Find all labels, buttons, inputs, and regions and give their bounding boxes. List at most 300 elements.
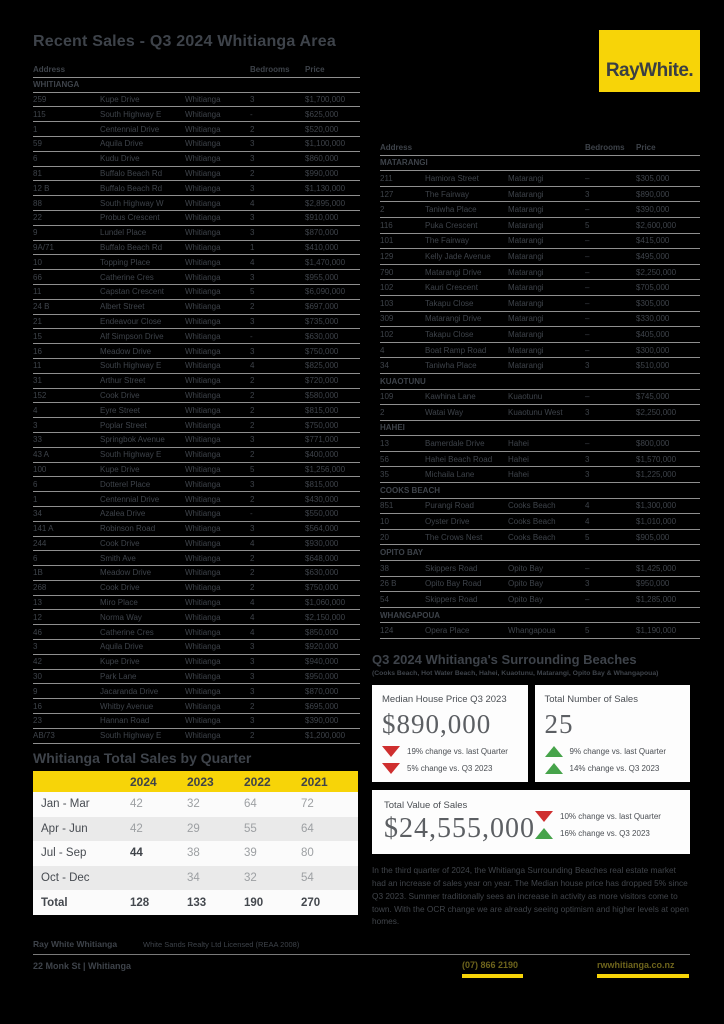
- street-name-cell: Cook Drive: [100, 390, 140, 400]
- street-name-cell: The Fairway: [425, 236, 470, 246]
- street-number-cell: 46: [33, 627, 42, 637]
- quarter-value-cell: 72: [301, 798, 314, 811]
- street-number-cell: 13: [33, 598, 42, 608]
- phone-underline-bar: [462, 974, 523, 978]
- suburb-cell: Matarangi: [508, 189, 544, 199]
- change-text: 16% change vs. Q3 2023: [560, 829, 650, 838]
- change-text: 5% change vs. Q3 2023: [407, 764, 493, 773]
- suburb-cell: Whitianga: [185, 346, 221, 356]
- table-row: [33, 196, 360, 211]
- price-cell: $400,000: [305, 450, 339, 460]
- suburb-cell: Whitianga: [185, 390, 221, 400]
- bedrooms-cell: 4: [250, 361, 255, 371]
- quarter-value-cell: 64: [301, 822, 314, 835]
- street-name-cell: Skippers Road: [425, 563, 478, 573]
- street-number-cell: 2: [380, 407, 385, 417]
- street-name-cell: South Highway E: [100, 361, 162, 371]
- table-row: [380, 561, 700, 577]
- suburb-cell: Whitianga: [185, 139, 221, 149]
- price-cell: $1,256,000: [305, 464, 346, 474]
- page-title: Recent Sales - Q3 2024 Whitianga Area: [33, 33, 336, 50]
- street-name-cell: Azalea Drive: [100, 509, 146, 519]
- street-name-cell: Meadow Drive: [100, 568, 152, 578]
- stat-cards-row: [372, 685, 690, 782]
- price-cell: $920,000: [305, 642, 339, 652]
- price-cell: $2,150,000: [305, 612, 346, 622]
- price-cell: $697,000: [305, 302, 339, 312]
- price-cell: $705,000: [636, 283, 670, 293]
- street-number-cell: 129: [380, 251, 394, 261]
- table-row: [33, 211, 360, 226]
- street-number-cell: 11: [33, 287, 42, 297]
- street-name-cell: Boat Ramp Road: [425, 345, 487, 355]
- section-header-row: [380, 421, 700, 437]
- table-row: [33, 625, 360, 640]
- price-cell: $695,000: [305, 701, 339, 711]
- price-cell: $305,000: [636, 173, 670, 183]
- street-number-cell: 34: [33, 509, 42, 519]
- street-number-cell: 3: [33, 642, 38, 652]
- bedrooms-cell: 4: [250, 612, 255, 622]
- price-cell: $1,130,000: [305, 183, 346, 193]
- suburb-cell: Whangapoua: [508, 626, 556, 636]
- price-cell: $2,250,000: [636, 407, 677, 417]
- table-row: [33, 315, 360, 330]
- price-cell: $580,000: [305, 390, 339, 400]
- total-sales-count-card: [535, 685, 691, 782]
- quarter-label-cell: Jul - Sep: [41, 847, 87, 860]
- quarter-value-cell: 80: [301, 847, 314, 860]
- section-label: WHITIANGA: [33, 80, 80, 90]
- price-cell: $390,000: [636, 205, 670, 215]
- price-cell: $405,000: [636, 329, 670, 339]
- bedrooms-cell: 2: [250, 420, 255, 430]
- table-row: [33, 122, 360, 137]
- stat-card-title: Total Value of Sales: [384, 799, 468, 811]
- suburb-cell: Cooks Beach: [508, 517, 556, 527]
- suburb-cell: Hahei: [508, 454, 529, 464]
- street-number-cell: 268: [33, 583, 47, 593]
- price-cell: $1,300,000: [636, 501, 677, 511]
- footer-brand: Ray White Whitianga: [33, 939, 118, 949]
- table-row: [33, 463, 360, 478]
- price-cell: $630,000: [305, 568, 339, 578]
- change-row: [382, 763, 518, 774]
- bedrooms-cell: 3: [250, 228, 255, 238]
- street-name-cell: Centennial Drive: [100, 124, 160, 134]
- street-number-cell: 109: [380, 392, 394, 402]
- street-name-cell: Park Lane: [100, 672, 137, 682]
- suburb-cell: Whitianga: [185, 686, 221, 696]
- suburb-cell: Whitianga: [185, 420, 221, 430]
- price-cell: $1,100,000: [305, 139, 346, 149]
- price-cell: $800,000: [636, 439, 670, 449]
- street-name-cell: South Highway E: [100, 731, 162, 741]
- table-row: [33, 714, 360, 729]
- bedrooms-cell: 5: [250, 287, 255, 297]
- bedrooms-cell: 3: [250, 479, 255, 489]
- bedrooms-cell: 4: [585, 517, 590, 527]
- bedrooms-cell: 4: [250, 538, 255, 548]
- table-row: [380, 187, 700, 203]
- street-name-cell: Opito Bay Road: [425, 579, 482, 589]
- change-row: [382, 746, 518, 757]
- street-name-cell: Purangi Road: [425, 501, 474, 511]
- street-name-cell: Matarangi Drive: [425, 314, 482, 324]
- street-number-cell: 116: [380, 220, 393, 230]
- section-label: COOKS BEACH: [380, 485, 441, 495]
- price-cell: $1,200,000: [305, 731, 346, 741]
- table-row: [33, 403, 360, 418]
- suburb-cell: Whitianga: [185, 405, 221, 415]
- price-cell: $2,250,000: [636, 267, 677, 277]
- suburb-cell: Whitianga: [185, 287, 221, 297]
- quarterly-sales-table: [33, 771, 358, 915]
- suburb-cell: Whitianga: [185, 109, 221, 119]
- street-name-cell: Meadow Drive: [100, 346, 152, 356]
- address-column-header: Address: [33, 65, 66, 75]
- bedrooms-cell: 4: [250, 257, 255, 267]
- table-row: [380, 577, 700, 593]
- bedrooms-cell: 2: [250, 494, 255, 504]
- table-row: [33, 300, 360, 315]
- price-cell: $990,000: [305, 168, 339, 178]
- street-name-cell: Watai Way: [425, 407, 464, 417]
- price-cell: $860,000: [305, 154, 339, 164]
- table-row: [380, 265, 700, 281]
- street-number-cell: 102: [380, 329, 394, 339]
- bedrooms-cell: 3: [250, 183, 255, 193]
- street-name-cell: Smith Ave: [100, 553, 136, 563]
- change-row: [545, 763, 681, 774]
- street-name-cell: Takapu Close: [425, 298, 474, 308]
- price-cell: $720,000: [305, 376, 339, 386]
- table-row: [33, 537, 360, 552]
- price-cell: $750,000: [305, 420, 339, 430]
- street-number-cell: 59: [33, 139, 42, 149]
- street-number-cell: 20: [380, 532, 389, 542]
- price-cell: $1,190,000: [636, 626, 677, 636]
- suburb-cell: Whitianga: [185, 168, 221, 178]
- quarter-value-cell: 128: [130, 896, 150, 909]
- street-name-cell: Alf Simpson Drive: [100, 331, 164, 341]
- change-text: 19% change vs. last Quarter: [407, 747, 508, 756]
- street-name-cell: Norma Way: [100, 612, 142, 622]
- median-price-card: [372, 685, 528, 782]
- price-cell: $745,000: [636, 392, 670, 402]
- table-row: [33, 699, 360, 714]
- suburb-cell: Matarangi: [508, 205, 544, 215]
- table-row: [33, 93, 360, 108]
- table-row: [33, 167, 360, 182]
- street-name-cell: Kupe Drive: [100, 464, 140, 474]
- change-row: [545, 746, 681, 757]
- table-row: [33, 566, 360, 581]
- bedrooms-cell: 3: [250, 657, 255, 667]
- bedrooms-cell: 3: [250, 154, 255, 164]
- quarter-value-cell: 44: [130, 847, 143, 860]
- street-name-cell: Matarangi Drive: [425, 267, 482, 277]
- change-row: [535, 828, 678, 839]
- price-cell: $910,000: [305, 213, 339, 223]
- price-cell: $510,000: [636, 361, 670, 371]
- up-triangle-icon: [535, 828, 553, 839]
- suburb-cell: Opito Bay: [508, 579, 544, 589]
- beaches-section-title: Q3 2024 Whitianga's Surrounding Beaches: [372, 652, 637, 667]
- price-cell: $905,000: [636, 532, 670, 542]
- table-row: [33, 418, 360, 433]
- address-column-header: Address: [380, 142, 413, 152]
- suburb-cell: Matarangi: [508, 251, 544, 261]
- price-cell: $930,000: [305, 538, 339, 548]
- quarter-value-cell: 39: [244, 847, 257, 860]
- suburb-cell: Whitianga: [185, 509, 221, 519]
- street-name-cell: Probus Crescent: [100, 213, 160, 223]
- street-number-cell: 23: [33, 716, 42, 726]
- table-header-row: [33, 63, 360, 78]
- bedrooms-cell: –: [585, 298, 590, 308]
- street-number-cell: 6: [33, 154, 38, 164]
- street-name-cell: The Fairway: [425, 189, 470, 199]
- quarterly-row: [33, 841, 358, 866]
- street-name-cell: Kawhina Lane: [425, 392, 476, 402]
- bedrooms-cell: 5: [585, 532, 590, 542]
- street-name-cell: Aquila Drive: [100, 642, 144, 652]
- street-number-cell: 309: [380, 314, 394, 324]
- bedrooms-column-header: Bedrooms: [250, 65, 290, 75]
- street-name-cell: Capstan Crescent: [100, 287, 165, 297]
- street-number-cell: 4: [380, 345, 385, 355]
- street-name-cell: South Highway E: [100, 109, 162, 119]
- bedrooms-cell: –: [585, 345, 590, 355]
- street-number-cell: 13: [380, 439, 389, 449]
- quarter-value-cell: 64: [244, 798, 257, 811]
- suburb-cell: Whitianga: [185, 642, 221, 652]
- change-text: 9% change vs. last Quarter: [569, 747, 666, 756]
- suburb-cell: Whitianga: [185, 538, 221, 548]
- street-number-cell: 12: [33, 612, 42, 622]
- quarter-value-cell: 38: [187, 847, 200, 860]
- table-row: [33, 640, 360, 655]
- suburb-cell: Whitianga: [185, 494, 221, 504]
- street-number-cell: 42: [33, 657, 42, 667]
- table-row: [33, 374, 360, 389]
- quarter-label-cell: Oct - Dec: [41, 872, 90, 885]
- price-cell: $495,000: [636, 251, 670, 261]
- section-label: OPITO BAY: [380, 548, 424, 558]
- suburb-cell: Whitianga: [185, 154, 221, 164]
- bedrooms-cell: –: [585, 595, 590, 605]
- website-underline-bar: [597, 974, 689, 978]
- street-number-cell: 12 B: [33, 183, 50, 193]
- price-cell: $950,000: [636, 579, 670, 589]
- price-cell: $1,470,000: [305, 257, 346, 267]
- street-number-cell: 10: [33, 257, 42, 267]
- down-triangle-icon: [382, 763, 400, 774]
- suburb-cell: Whitianga: [185, 198, 221, 208]
- stat-card-value: $24,555,000: [384, 812, 535, 844]
- quarterly-row: [33, 890, 358, 915]
- street-name-cell: South Highway E: [100, 450, 162, 460]
- bedrooms-cell: 4: [250, 627, 255, 637]
- suburb-cell: Whitianga: [185, 302, 221, 312]
- table-row: [33, 137, 360, 152]
- table-row: [380, 312, 700, 328]
- bedrooms-cell: –: [585, 439, 590, 449]
- section-label: KUAOTUNU: [380, 376, 426, 386]
- suburb-cell: Whitianga: [185, 731, 221, 741]
- raywhite-logo-text: RayWhite.: [605, 60, 694, 81]
- street-number-cell: 3: [33, 420, 38, 430]
- price-column-header: Price: [305, 65, 325, 75]
- street-number-cell: 21: [33, 316, 42, 326]
- table-row: [33, 551, 360, 566]
- bedrooms-cell: 5: [585, 626, 590, 636]
- suburb-cell: Matarangi: [508, 329, 544, 339]
- street-name-cell: Skippers Road: [425, 595, 478, 605]
- price-cell: $815,000: [305, 479, 339, 489]
- street-name-cell: Catherine Cres: [100, 627, 154, 637]
- bedrooms-cell: -: [250, 331, 253, 341]
- market-commentary-paragraph: In the third quarter of 2024, the Whitianga Surrounding Beaches real estate market had an increase of sales year on year. The Median house price has dropped 5% since Q3 2023. Summer traditionally sees an increase in activity as more visitors come to town. With the OCR change we are already seeing optimism and higher levels at open homes.: [372, 865, 689, 927]
- bedrooms-cell: 3: [585, 407, 590, 417]
- price-cell: $825,000: [305, 361, 339, 371]
- street-name-cell: Albert Street: [100, 302, 145, 312]
- table-row: [380, 623, 700, 639]
- price-cell: $415,000: [636, 236, 670, 246]
- bedrooms-cell: 2: [250, 701, 255, 711]
- quarter-value-cell: 54: [301, 872, 314, 885]
- bedrooms-cell: 2: [250, 302, 255, 312]
- year-column-header: 2023: [187, 774, 214, 789]
- street-number-cell: 9: [33, 228, 38, 238]
- bedrooms-cell: –: [585, 283, 590, 293]
- street-number-cell: 100: [33, 464, 47, 474]
- price-cell: $300,000: [636, 345, 670, 355]
- street-name-cell: Bamerdale Drive: [425, 439, 485, 449]
- street-number-cell: 30: [33, 672, 42, 682]
- table-row: [33, 329, 360, 344]
- price-cell: $625,000: [305, 109, 339, 119]
- table-row: [33, 522, 360, 537]
- price-cell: $771,000: [305, 435, 339, 445]
- suburb-cell: Opito Bay: [508, 595, 544, 605]
- bedrooms-cell: 3: [250, 686, 255, 696]
- suburb-cell: Matarangi: [508, 361, 544, 371]
- footer-website-link[interactable]: rwwhitianga.co.nz: [597, 960, 675, 970]
- street-name-cell: Hahei Beach Road: [425, 454, 493, 464]
- footer-divider: [33, 954, 690, 955]
- table-row: [33, 359, 360, 374]
- quarter-value-cell: 42: [130, 798, 143, 811]
- table-row: [33, 507, 360, 522]
- suburb-cell: Opito Bay: [508, 563, 544, 573]
- street-name-cell: Kupe Drive: [100, 94, 140, 104]
- bedrooms-cell: 3: [585, 189, 590, 199]
- footer-phone-link[interactable]: (07) 866 2190: [462, 960, 519, 970]
- price-cell: $6,090,000: [305, 287, 346, 297]
- bedrooms-cell: 2: [250, 450, 255, 460]
- street-name-cell: Eyre Street: [100, 405, 141, 415]
- year-column-header: 2022: [244, 774, 271, 789]
- street-number-cell: 35: [380, 470, 389, 480]
- table-row: [380, 171, 700, 187]
- bedrooms-cell: 1: [250, 242, 255, 252]
- street-number-cell: AB/73: [33, 731, 55, 741]
- suburb-cell: Whitianga: [185, 257, 221, 267]
- suburb-cell: Whitianga: [185, 124, 221, 134]
- section-header-row: [380, 156, 700, 172]
- street-number-cell: 15: [33, 331, 42, 341]
- suburb-cell: Matarangi: [508, 236, 544, 246]
- bedrooms-cell: 3: [250, 716, 255, 726]
- street-name-cell: Dotterel Place: [100, 479, 151, 489]
- suburb-cell: Hahei: [508, 470, 529, 480]
- bedrooms-column-header: Bedrooms: [585, 142, 625, 152]
- bedrooms-cell: –: [585, 314, 590, 324]
- table-row: [380, 592, 700, 608]
- table-row: [380, 530, 700, 546]
- street-number-cell: 11: [33, 361, 42, 371]
- quarter-value-cell: 29: [187, 822, 200, 835]
- street-name-cell: Kelly Jade Avenue: [425, 251, 491, 261]
- price-cell: $850,000: [305, 627, 339, 637]
- suburb-cell: Whitianga: [185, 583, 221, 593]
- bedrooms-cell: 2: [250, 568, 255, 578]
- suburb-cell: Whitianga: [185, 612, 221, 622]
- bedrooms-cell: 3: [250, 272, 255, 282]
- section-header-row: [380, 483, 700, 499]
- stat-card-value: $890,000: [382, 709, 492, 739]
- quarter-value-cell: 34: [187, 872, 200, 885]
- street-name-cell: Aquila Drive: [100, 139, 144, 149]
- street-number-cell: 1B: [33, 568, 43, 578]
- suburb-cell: Whitianga: [185, 450, 221, 460]
- quarter-value-cell: 270: [301, 896, 321, 909]
- quarterly-table-title: Whitianga Total Sales by Quarter: [33, 750, 252, 766]
- street-name-cell: Michaila Lane: [425, 470, 475, 480]
- table-row: [380, 358, 700, 374]
- street-number-cell: 16: [33, 701, 42, 711]
- street-name-cell: Kauri Crescent: [425, 283, 478, 293]
- street-number-cell: 22: [33, 213, 42, 223]
- bedrooms-cell: 2: [250, 731, 255, 741]
- table-row: [33, 655, 360, 670]
- street-number-cell: 115: [33, 109, 46, 119]
- street-name-cell: Opera Place: [425, 626, 470, 636]
- bedrooms-cell: –: [585, 329, 590, 339]
- table-row: [33, 241, 360, 256]
- table-row: [33, 596, 360, 611]
- suburb-cell: Whitianga: [185, 94, 221, 104]
- street-name-cell: Hannan Road: [100, 716, 150, 726]
- table-row: [33, 477, 360, 492]
- table-header-row: [380, 140, 700, 156]
- bedrooms-cell: 2: [250, 390, 255, 400]
- bedrooms-cell: -: [250, 109, 253, 119]
- price-cell: $1,285,000: [636, 595, 677, 605]
- street-number-cell: 66: [33, 272, 42, 282]
- bedrooms-cell: –: [585, 251, 590, 261]
- bedrooms-cell: –: [585, 173, 590, 183]
- street-number-cell: 16: [33, 346, 42, 356]
- suburb-cell: Whitianga: [185, 672, 221, 682]
- section-header-row: [380, 608, 700, 624]
- recent-sales-table-whitianga: [33, 63, 360, 744]
- price-cell: $870,000: [305, 686, 339, 696]
- street-number-cell: 244: [33, 538, 47, 548]
- price-cell: $2,895,000: [305, 198, 346, 208]
